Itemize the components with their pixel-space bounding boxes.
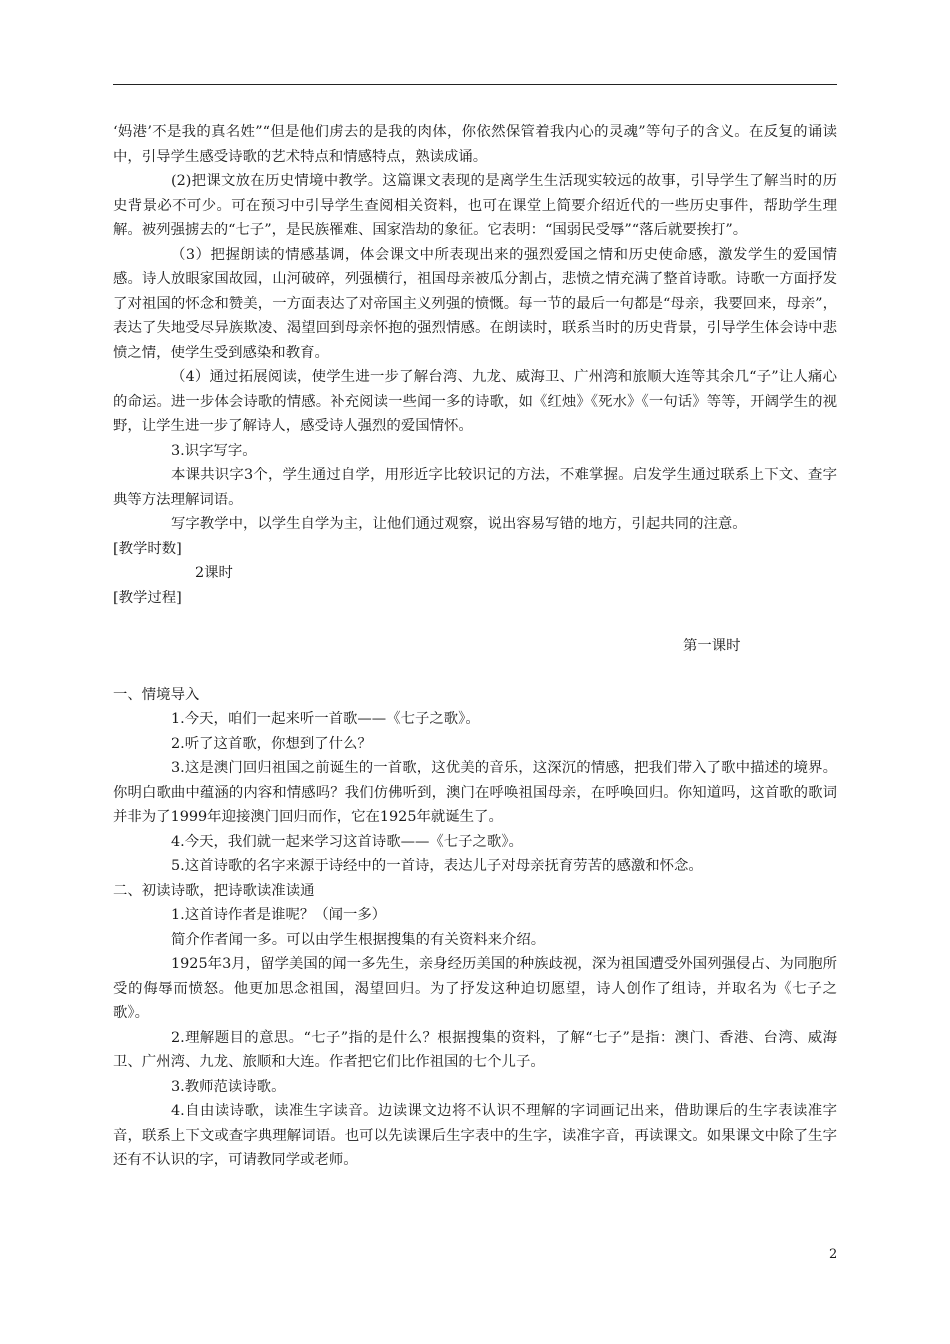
list-item: 5.这首诗歌的名字来源于诗经中的一首诗，表达儿子对母亲抚育劳苦的感激和怀念。 bbox=[171, 858, 703, 874]
document-body bbox=[113, 120, 837, 1173]
list-item: 1.这首诗作者是谁呢？（闻一多） bbox=[171, 907, 387, 923]
list-item: 4.自由读诗歌，读准生字读音。边读课文边将不认识不理解的字词画记出来，借助课后的生字表读准字音，联系上下文或查字典理解词语。也可以先读课后生字表中的生字，读准字音，再读课文。如果课文中除了生字还有不认识的字，可请教同学或老师。 bbox=[113, 1103, 837, 1168]
lesson-heading: 第一课时 bbox=[683, 638, 741, 654]
class-hours-value: 2课时 bbox=[195, 565, 233, 581]
paragraph-point-4: （4）通过拓展阅读，使学生进一步了解台湾、九龙、威海卫、广州湾和旅顺大连等其余几“子”让人痛心的命运。进一步体会诗歌的情感。补充阅读一些闻一多的诗歌，如《红烛》《死水》《一句话》等等，开阔学生的视野，让学生进一步了解诗人，感受诗人强烈的爱国情怀。 bbox=[113, 369, 837, 434]
paragraph: 简介作者闻一多。可以由学生根据搜集的有关资料来介绍。 bbox=[171, 931, 546, 948]
heading-class-hours: [教学时数] bbox=[113, 540, 182, 557]
paragraph-literacy: 本课共识字3个，学生通过自学，用形近字比较识记的方法，不难掌握。启发学生通过联系上下文、查字典等方法理解词语。 bbox=[113, 467, 837, 508]
list-item: 2.理解题目的意思。“七子”指的是什么？根据搜集的资料，了解“七子”是指：澳门、香港、台湾、威海卫、广州湾、九龙、旅顺和大连。作者把它们比作祖国的七个儿子。 bbox=[113, 1029, 837, 1070]
list-item: 3.这是澳门回归祖国之前诞生的一首歌，这优美的音乐，这深沉的情感，把我们带入了歌中描述的境界。你明白歌曲中蕴涵的内容和情感吗？我们仿佛听到，澳门在呼唤祖国母亲，在呼唤回归。你知道吗，这首歌的歌词并非为了1999年迎接澳门回归而作，它在1925年就诞生了。 bbox=[113, 760, 837, 825]
paragraph-continuation: ‘妈港’不是我的真名姓”“但是他们虏去的是我的肉体，你依然保管着我内心的灵魂”等句子的含义。在反复的诵读中，引导学生感受诗歌的艺术特点和情感特点，熟读成诵。 bbox=[113, 124, 837, 165]
section-heading-2: 二、初读诗歌，把诗歌读准读通 bbox=[113, 882, 315, 899]
paragraph-point-2: (2)把课文放在历史情境中教学。这篇课文表现的是离学生生活现实较远的故事，引导学生了解当时的历史背景必不可少。可在预习中引导学生查阅相关资料，也可在课堂上简要介绍近代的一些历史事件，帮助学生理解。被列强掳去的“七子”，是民族罹难、国家浩劫的象征。它表明：“国弱民受辱”“落后就要挨打”。 bbox=[113, 173, 837, 238]
paragraph-writing: 写字教学中，以学生自学为主，让他们通过观察，说出容易写错的地方，引起共同的注意。 bbox=[171, 516, 747, 532]
list-item: 4.今天，我们就一起来学习这首诗歌——《七子之歌》。 bbox=[171, 833, 523, 850]
section-literacy: 3.识字写字。 bbox=[171, 442, 257, 459]
paragraph-point-3: （3）把握朗读的情感基调，体会课文中所表现出来的强烈爱国之情和历史使命感，激发学生的爱国情感。诗人放眼家国故园，山河破碎，列强横行，祖国母亲被瓜分割占，悲愤之情充满了整首诗歌。诗歌一方面抒发了对祖国的怀念和赞美，一方面表达了对帝国主义列强的愤慨。每一节的最后一句都是“母亲，我要回来，母亲”，表达了失地受尽异族欺凌、渴望回到母亲怀抱的强烈情感。在朗读时，联系当时的历史背景，引导学生体会诗中悲愤之情，使学生受到感染和教育。 bbox=[113, 246, 837, 361]
paragraph: 1925年3月，留学美国的闻一多先生，亲身经历美国的种族歧视，深为祖国遭受外国列强侵占、为同胞所受的侮辱而愤怒。他更加思念祖国，渴望回归。为了抒发这种迫切愿望，诗人创作了组诗，并取名为《七子之歌》。 bbox=[113, 956, 837, 1021]
section-heading-1: 一、情境导入 bbox=[113, 686, 200, 703]
heading-teaching-process: [教学过程] bbox=[113, 589, 182, 606]
list-item: 1.今天，咱们一起来听一首歌——《七子之歌》。 bbox=[171, 711, 480, 727]
list-item: 2.听了这首歌，你想到了什么？ bbox=[171, 735, 372, 752]
list-item: 3.教师范读诗歌。 bbox=[171, 1078, 286, 1095]
page-number: 2 bbox=[829, 1247, 838, 1262]
header-rule bbox=[113, 84, 837, 85]
